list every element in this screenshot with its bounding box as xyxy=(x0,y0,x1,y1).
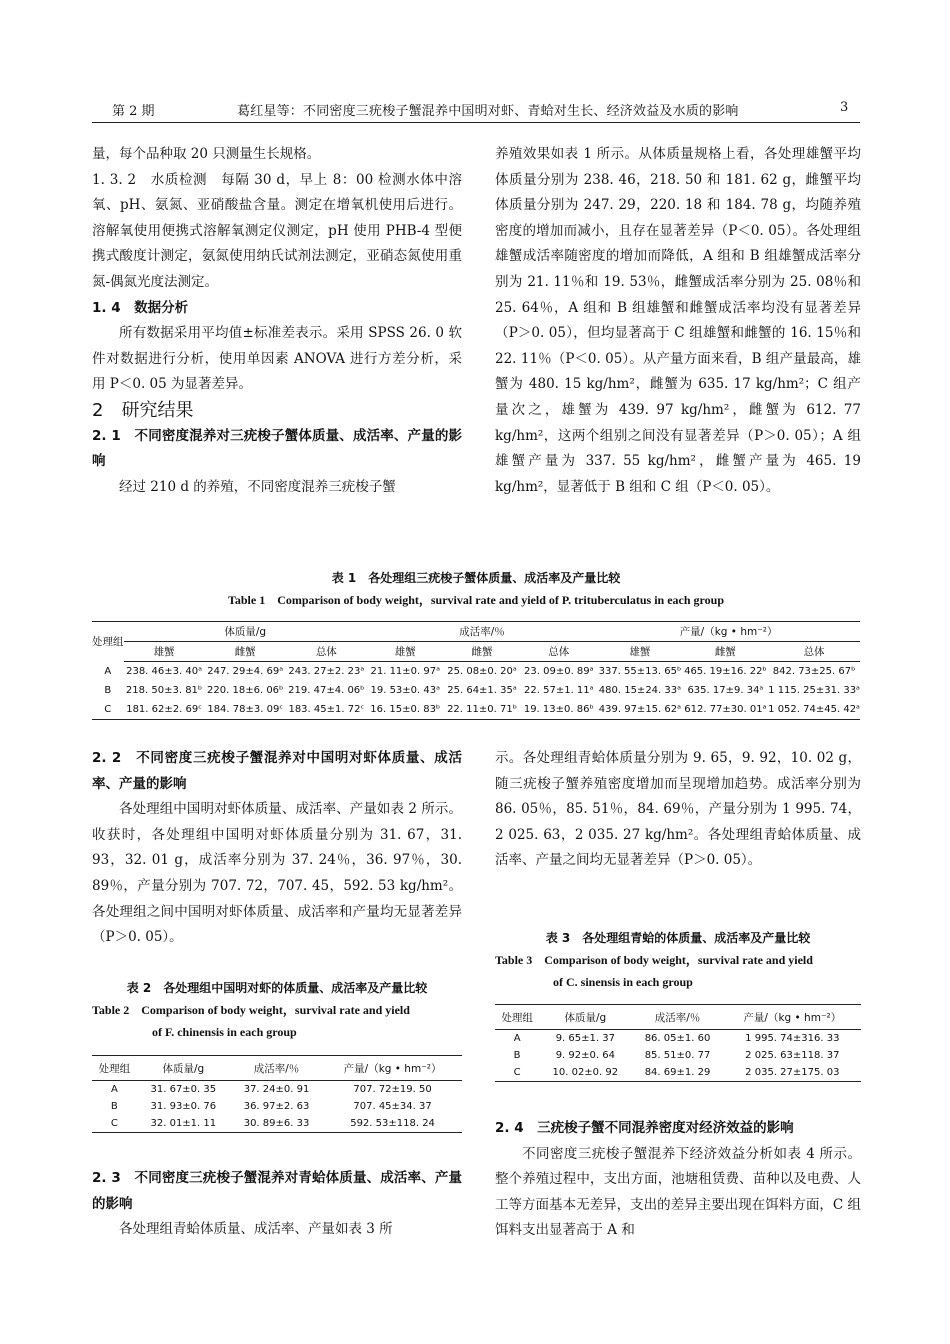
paragraph: 量，每个品种取 20 只测量生长规格。 xyxy=(92,146,321,162)
table-cell: A xyxy=(110,1084,118,1095)
table2 xyxy=(92,1055,462,1133)
table-cell: 243. 27±2. 23ᵃ xyxy=(288,666,365,677)
table-cell: 37. 24±0. 91 xyxy=(243,1084,310,1095)
paragraph: 不同密度三疣梭子蟹混养下经济效益分析如表 4 所示。整个养殖过程中，支出方面，池塘租赁费、苗种以及电费、人工等方面基本无差异，支出的差异主要出现在饵料方面，C 组饵料支出显著高于 A 和 xyxy=(495,1145,861,1239)
table-caption-en: of C. sinensis in each group xyxy=(553,975,693,989)
table-header: 产量/（kg • hm⁻²） xyxy=(323,1056,462,1081)
table-caption-en: Table 2 Comparison of body weight，survival rate and yield xyxy=(92,1003,410,1017)
table-cell: 22. 57±1. 11ᵃ xyxy=(524,685,594,696)
table-cell: 19. 13±0. 86ᵇ xyxy=(520,700,597,720)
table-cell: 480. 15±24. 33ᵃ xyxy=(598,685,682,696)
table-header: 成活率/％ xyxy=(631,1005,723,1030)
section-heading: 2. 3 不同密度三疣梭子蟹混养对青蛤体质量、成活率、产量的影响 xyxy=(92,1170,462,1212)
table-cell: C xyxy=(92,1115,137,1133)
table-cell: 2 035. 27±175. 03 xyxy=(724,1064,861,1082)
table-cell: 31. 93±0. 76 xyxy=(150,1101,217,1112)
table-cell: 36. 97±2. 63 xyxy=(243,1101,310,1112)
table-cell: 85. 51±0. 77 xyxy=(644,1050,711,1061)
table-header: 处理组 xyxy=(495,1005,539,1030)
table-cell: 22. 11±0. 71ᵇ xyxy=(444,700,521,720)
table-subheader: 总体 xyxy=(520,642,597,662)
table-caption-en: Table 1 Comparison of body weight，survival rate and yield of P. trituberculatus in each group xyxy=(227,593,725,607)
table-subheader: 总体 xyxy=(768,642,860,662)
left-column-end xyxy=(92,1166,462,1243)
table-row xyxy=(92,1115,462,1133)
page-number: 3 xyxy=(840,100,849,115)
table-cell: B xyxy=(513,1050,521,1061)
table-row xyxy=(92,662,860,682)
table2-caption xyxy=(92,977,462,1043)
table-header: 体质量/g xyxy=(539,1005,631,1030)
section-heading: 2. 4 三疣梭子蟹不同混养密度对经济效益的影响 xyxy=(495,1120,794,1136)
table-cell: 25. 64±1. 35ᵃ xyxy=(447,685,517,696)
table-cell: 842. 73±25. 67ᵇ xyxy=(772,666,856,677)
table-header-yield: 产量/（kg • hm⁻²） xyxy=(597,622,860,642)
section-heading: 1. 4 数据分析 xyxy=(92,299,189,316)
table-header-weight: 体质量/g xyxy=(124,622,367,642)
table-cell: 23. 09±0. 89ᵃ xyxy=(524,666,594,677)
paragraph: 所有数据采用平均值±标准差表示。采用 SPSS 26. 0 软件对数据进行分析，使用单因素 ANOVA 进行方差分析，采用 P＜0. 05 为显著差异。 xyxy=(92,325,462,393)
table-caption-zh: 表 3 各处理组青蛤的体质量、成活率及产量比较 xyxy=(545,931,811,945)
table-cell: 220. 18±6. 06ᵇ xyxy=(207,685,284,696)
table-cell: 31. 67±0. 35 xyxy=(150,1084,217,1095)
paragraph: 1. 3. 2 水质检测 每隔 30 d，早上 8：00 检测水体中溶氧、pH、氨氮、亚硝酸盐含量。测定在增氧机使用后进行。溶解氧使用便携式溶解氧测定仪测定，pH 使用 PHB-4 型便携式酸度计测定，氨氮使用纳氏试剂法测定，亚硝态氮使用重氮-偶氮光度法测定。 xyxy=(92,171,462,290)
table-row xyxy=(92,1098,462,1115)
table-cell: 1 052. 74±45. 42ᵃ xyxy=(768,700,860,720)
table-subheader: 雌蟹 xyxy=(683,642,768,662)
table-row xyxy=(495,1047,861,1064)
table3-caption xyxy=(495,927,861,993)
paragraph: 各处理组中国明对虾体质量、成活率、产量如表 2 所示。收获时，各处理组中国明对虾体质量分别为 31. 67，31. 93，32. 01 g，成活率分别为 37. 24％，36. 97％，30. 89％，产量分别为 707. 72，707. 45，592. 53 kg/hm²。各处理组之间中国明对虾体质量、成活率和产量均无显著差异（P＞0. 05）。 xyxy=(92,801,462,946)
table-cell: 181. 62±2. 69ᶜ xyxy=(124,700,205,720)
table-cell: 219. 47±4. 06ᵇ xyxy=(288,685,365,696)
table-cell: 439. 97±15. 62ᵃ xyxy=(597,700,682,720)
table-cell: 19. 53±0. 43ᵃ xyxy=(370,685,441,696)
table-caption-zh: 表 2 各处理组中国明对虾的体质量、成活率及产量比较 xyxy=(126,981,428,995)
table-cell: 2 025. 63±118. 37 xyxy=(745,1050,840,1061)
table-cell: 86. 05±1. 60 xyxy=(644,1033,711,1044)
table-cell: 592. 53±118. 24 xyxy=(323,1115,462,1133)
table-header: 产量/（kg • hm⁻²） xyxy=(724,1005,861,1030)
paragraph: 经过 210 d 的养殖，不同密度混养三疣梭子蟹 xyxy=(119,478,396,495)
left-column-bottom xyxy=(92,746,462,951)
table-header: 成活率/％ xyxy=(230,1056,323,1081)
table-cell: 707. 72±19. 50 xyxy=(353,1084,432,1095)
table-subheader: 雄蟹 xyxy=(597,642,682,662)
table-header: 处理组 xyxy=(92,1056,137,1081)
table-row xyxy=(92,700,860,720)
table-cell: 9. 92±0. 64 xyxy=(555,1050,615,1061)
table-row xyxy=(495,1064,861,1082)
table-row xyxy=(92,681,860,700)
table-subheader: 雌蟹 xyxy=(444,642,521,662)
table-cell: 1 115. 25±31. 33ᵃ xyxy=(768,685,860,696)
table-cell: 10. 02±0. 92 xyxy=(539,1064,631,1082)
section-heading: 2 研究结果 xyxy=(92,399,194,421)
table-cell: 25. 08±0. 20ᵃ xyxy=(447,666,517,677)
table-row xyxy=(92,1081,462,1099)
table-cell: 30. 89±6. 33 xyxy=(230,1115,323,1133)
table-caption-zh: 表 1 各处理组三疣梭子蟹体质量、成活率及产量比较 xyxy=(331,571,621,585)
table-header-group: 处理组 xyxy=(92,622,124,662)
table-header: 体质量/g xyxy=(137,1056,230,1081)
table-cell: 238. 46±3. 40ᵃ xyxy=(126,666,203,677)
table-cell: 247. 29±4. 69ᵃ xyxy=(207,666,284,677)
section-heading: 2. 2 不同密度三疣梭子蟹混养对中国明对虾体质量、成活率、产量的影响 xyxy=(92,750,462,792)
table-caption-en: Table 3 Comparison of body weight，survival rate and yield xyxy=(495,953,813,967)
table-cell: 465. 19±16. 22ᵇ xyxy=(684,666,767,677)
table-cell: A xyxy=(513,1033,521,1044)
left-column-top xyxy=(92,142,462,500)
right-column-end xyxy=(495,1116,861,1244)
table-cell: 218. 50±3. 81ᵇ xyxy=(125,685,203,696)
table-cell: 707. 45±34. 37 xyxy=(353,1101,432,1112)
table-cell: 32. 01±1. 11 xyxy=(137,1115,230,1133)
section-heading: 2. 1 不同密度混养对三疣梭子蟹体质量、成活率、产量的影响 xyxy=(92,427,462,470)
table-row xyxy=(495,1030,861,1048)
table-cell: 84. 69±1. 29 xyxy=(631,1064,723,1082)
table1-caption xyxy=(92,567,860,611)
table-cell: 635. 17±9. 34ᵃ xyxy=(687,685,764,696)
table-cell: 337. 55±13. 65ᵇ xyxy=(598,666,682,677)
table-subheader: 总体 xyxy=(286,642,367,662)
table1 xyxy=(92,621,860,720)
table-cell: 21. 11±0. 97ᵃ xyxy=(370,666,441,677)
paragraph: 养殖效果如表 1 所示。从体质量规格上看，各处理雄蟹平均体质量分别为 238. 46，218. 50 和 181. 62 g，雌蟹平均体质量分别为 247. 29，220. 18 和 184. 78 g，均随养殖密度的增加而减小，且存在显著差异（P＜0. 05）。各处理组雄蟹成活率随密度的增加而降低，A 组和 B 组雄蟹成活率分别为 21. 11％和 19. 53％，雌蟹成活率分别为 25. 08％和 25. 64％，A 组和 B 组雄蟹和雌蟹成活率均没有显著差异（P＞0. 05），但均显著高于 C 组雄蟹和雌蟹的 16. 15％和 22. 11％（P＜0. 05）。从产量方面来看，B 组产量最高，雄蟹为 480. 15 kg/hm²，雌蟹为 635. 17 kg/hm²；C 组产量次之，雄蟹为 439. 97 kg/hm²，雌蟹为 612. 77 kg/hm²，这两个组别之间没有显著差异（P＞0. 05）；A 组雄蟹产量为 337. 55 kg/hm²，雌蟹产量为 465. 19 kg/hm²，显著低于 B 组和 C 组（P＜0. 05）。 xyxy=(495,146,861,495)
right-column-top xyxy=(495,142,861,500)
paragraph: 各处理组青蛤体质量、成活率、产量如表 3 所 xyxy=(119,1221,393,1238)
table-subheader: 雄蟹 xyxy=(367,642,444,662)
table-cell: 183. 45±1. 72ᶜ xyxy=(286,700,367,720)
table-cell: 9. 65±1. 37 xyxy=(555,1033,615,1044)
table-subheader: 雌蟹 xyxy=(205,642,286,662)
table-cell: 184. 78±3. 09ᶜ xyxy=(205,700,286,720)
right-column-bottom xyxy=(495,746,861,874)
issue-number: 第 2 期 xyxy=(112,104,155,119)
running-title: 葛红星等：不同密度三疣梭子蟹混养中国明对虾、青蛤对生长、经济效益及水质的影响 xyxy=(237,104,739,119)
table-header-survival: 成活率/％ xyxy=(367,622,597,642)
table-cell: C xyxy=(92,700,124,720)
table-cell: 16. 15±0. 83ᵇ xyxy=(367,700,444,720)
table-cell: B xyxy=(104,685,112,696)
paragraph: 示。各处理组青蛤体质量分别为 9. 65，9. 92，10. 02 g，随三疣梭子蟹养殖密度增加而呈现增加趋势。成活率分别为 86. 05％，85. 51％，84. 69％，产量分别为 1 995. 74，2 025. 63，2 035. 27 kg/hm²。各处理组青蛤体质量、成活率、产量之间均无显著差异（P＞0. 05）。 xyxy=(495,750,861,869)
table-subheader: 雄蟹 xyxy=(124,642,205,662)
table-cell: 612. 77±30. 01ᵃ xyxy=(683,700,768,720)
table-cell: B xyxy=(110,1101,118,1112)
table-cell: 1 995. 74±316. 33 xyxy=(745,1033,840,1044)
table-caption-en: of F. chinensis in each group xyxy=(152,1025,297,1039)
table-cell: C xyxy=(495,1064,539,1082)
table-cell: A xyxy=(104,665,112,677)
header-rule xyxy=(92,122,860,123)
table3 xyxy=(495,1004,861,1082)
